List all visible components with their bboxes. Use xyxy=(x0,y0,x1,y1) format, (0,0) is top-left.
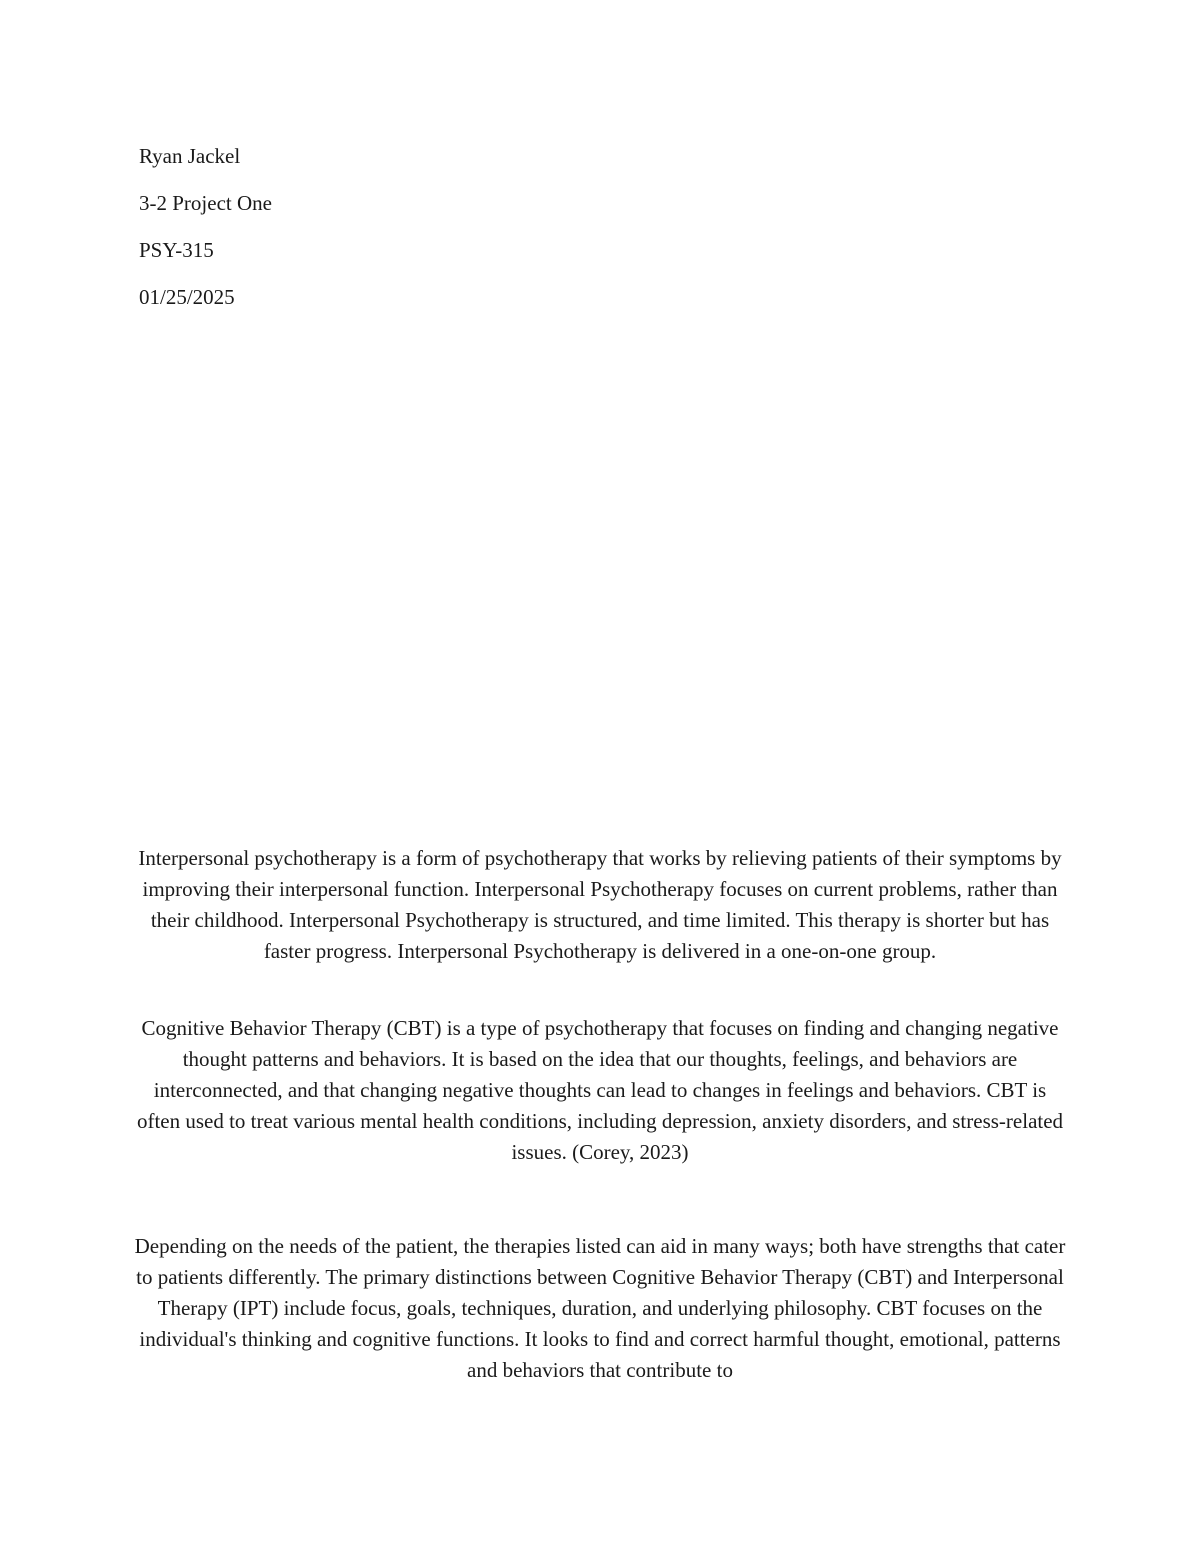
paragraph-text: Depending on the needs of the patient, the therapies listed can aid in many ways; both have strengths that cater to patients differently. The primary distinctions between Cognitive Behavior Therapy (CBT) and Interpersonal Therapy (IPT) include focus, goals, techniques, duration, and underlying philosophy. CBT focuses on the individual's thinking and cognitive functions. It looks to find and correct harmful thought, emotional, patterns and behaviors that contribute to xyxy=(134,1234,1066,1382)
paragraph-text: Interpersonal psychotherapy is a form of psychotherapy that works by relieving patients of their symptoms by improving their interpersonal function. Interpersonal Psychotherapy focuses on current problems, rather than their childhood. Interpersonal Psychotherapy is structured, and time limited. This therapy is shorter but has faster progress. Interpersonal Psychotherapy is delivered in a one-on-one group. xyxy=(138,846,1062,963)
paragraph-text: Cognitive Behavior Therapy (CBT) is a type of psychotherapy that focuses on finding and changing negative thought patterns and behaviors. It is based on the idea that our thoughts, feelings, and behaviors are interconnected, and that changing negative thoughts can lead to changes in feelings and behaviors. CBT is often used to treat various mental health conditions, including depression, anxiety disorders, and stress-related issues. (Corey, 2023) xyxy=(136,1016,1064,1164)
paragraph-cognitive-behavior-therapy xyxy=(130,1013,1070,1168)
document-header xyxy=(139,141,272,329)
paragraph-interpersonal-psychotherapy xyxy=(130,843,1070,967)
submission-date: 01/25/2025 xyxy=(139,285,235,309)
course-code: PSY-315 xyxy=(139,238,214,262)
assignment-title: 3-2 Project One xyxy=(139,191,272,215)
paragraph-therapy-comparison xyxy=(130,1231,1070,1386)
author-name: Ryan Jackel xyxy=(139,144,241,168)
